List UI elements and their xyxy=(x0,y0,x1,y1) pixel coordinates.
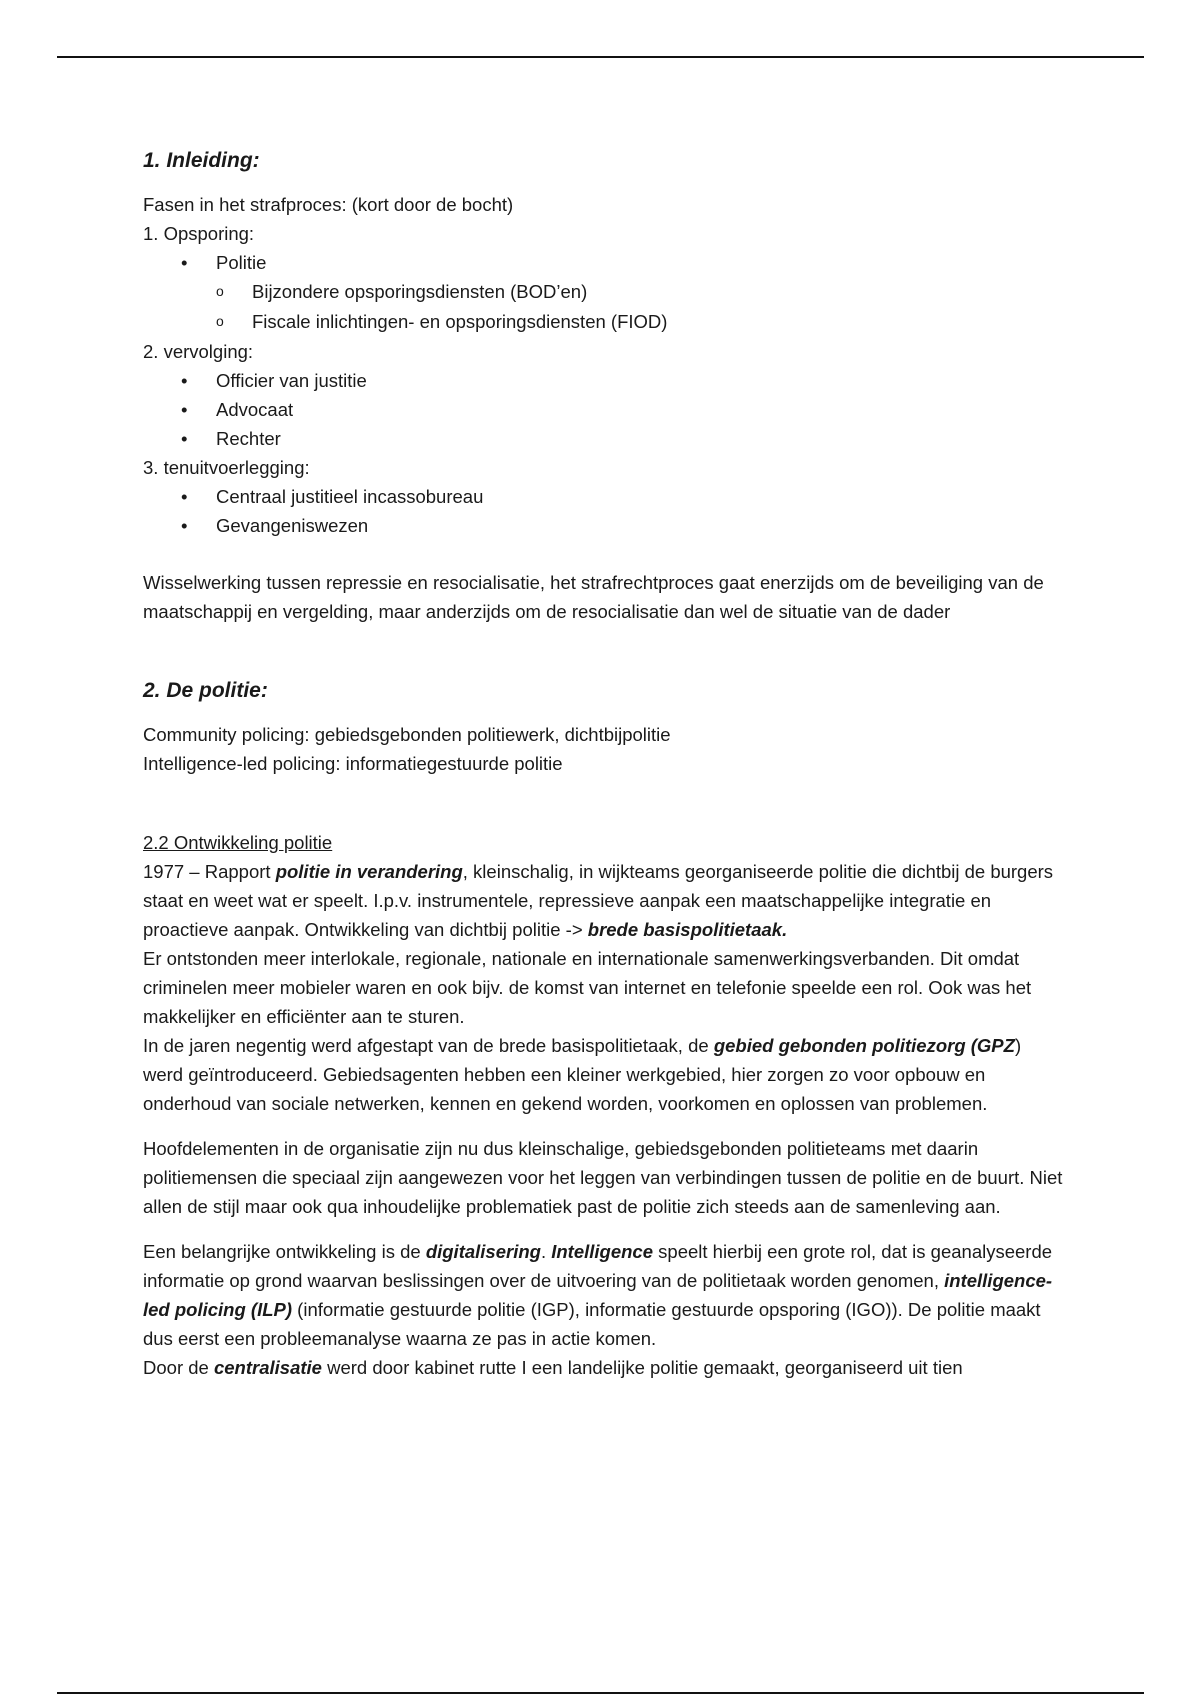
emphasis-text: intelligence- led policing (ILP) xyxy=(143,1270,1053,1320)
bullet-icon: • xyxy=(181,252,188,273)
section-heading-inleiding: 1. Inleiding: xyxy=(143,149,260,172)
phase-label-opsporing: 1. Opsporing: xyxy=(143,223,255,244)
community-policing-line: Community policing: gebiedsgebonden politiewerk, dichtbijpolitie xyxy=(143,724,671,745)
list-item-text: Rechter xyxy=(216,428,281,449)
list-item-text: Politie xyxy=(216,252,267,273)
list-item xyxy=(143,511,1063,540)
paragraph-gpz: In de jaren negentig werd afgestapt van de brede basispolitietaak, de gebied gebonden politiezorg (GPZ) werd geïntroduceerd. Gebiedsagenten hebben een kleiner werkgebied, hier zorgen zo voor opbouw en onderhoud van sociale netwerken, kennen en gekend worden, voorkomen en oplossen van problemen. xyxy=(143,1035,1022,1114)
bullet-icon: • xyxy=(181,486,188,507)
emphasis-text: Intelligence xyxy=(551,1241,654,1262)
list-item-text: Gevangeniswezen xyxy=(216,515,369,536)
wisselwerking-paragraph: Wisselwerking tussen repressie en resocialisatie, het strafrechtproces gaat enerzijds om de beveiliging van de maatschappij en vergelding, maar anderzijds om de resocialisatie dan wel de situatie van de dader xyxy=(143,572,1044,622)
emphasis-text: politie in verandering xyxy=(275,861,463,882)
list-item xyxy=(143,277,1063,306)
list-item xyxy=(143,482,1063,511)
document-page xyxy=(143,146,1063,1382)
vervolging-list xyxy=(143,366,1063,453)
paragraph-hoofdelementen: Hoofdelementen in de organisatie zijn nu dus kleinschalige, gebiedsgebonden politieteams met daarin politiemensen die speciaal zijn aangewezen voor het leggen van verbindingen tussen de politie en de buurt. Niet allen de stijl maar ook qua inhoudelijke problematiek past de politie zich steeds aan de samenleving aan. xyxy=(143,1138,1063,1217)
list-item-text: Bijzondere opsporingsdiensten (BOD’en) xyxy=(252,281,588,302)
list-item xyxy=(143,366,1063,395)
list-item xyxy=(143,395,1063,424)
bullet-icon: • xyxy=(181,515,188,536)
bullet-icon: • xyxy=(181,428,188,449)
header-rule xyxy=(57,56,1144,58)
list-item xyxy=(143,307,1063,336)
list-item xyxy=(143,248,1063,277)
opsporing-sublist xyxy=(143,277,1063,336)
list-item-text: Fiscale inlichtingen- en opsporingsdiensten (FIOD) xyxy=(252,311,668,332)
subsection-heading-ontwikkeling: 2.2 Ontwikkeling politie xyxy=(143,832,333,853)
paragraph-digitalisering: Een belangrijke ontwikkeling is de digitalisering. Intelligence speelt hierbij een grote rol, dat is geanalyseerde informatie op grond waarvan beslissingen over de uitvoering van de politietaak worden genomen, intelligence- led policing (ILP) (informatie gestuurde politie (IGP), informatie gestuurde opsporing (IGO)). De politie maakt dus eerst een probleemanalyse waarna ze pas in actie komen. xyxy=(143,1241,1053,1349)
phase-label-vervolging: 2. vervolging: xyxy=(143,341,254,362)
emphasis-text: centralisatie xyxy=(213,1357,322,1378)
emphasis-text: digitalisering xyxy=(425,1241,541,1262)
footer-rule xyxy=(57,1692,1144,1694)
list-item-text: Centraal justitieel incassobureau xyxy=(216,486,484,507)
circle-bullet-icon: o xyxy=(216,313,224,329)
list-item-text: Officier van justitie xyxy=(216,370,367,391)
bullet-icon: • xyxy=(181,370,188,391)
intelligence-led-line: Intelligence-led policing: informatiegestuurde politie xyxy=(143,753,563,774)
section-heading-politie: 2. De politie: xyxy=(143,679,268,702)
paragraph-1977: 1977 – Rapport politie in verandering, kleinschalig, in wijkteams georganiseerde politie die dichtbij de burgers staat en weet wat er speelt. I.p.v. instrumentele, repressieve aanpak een maatschappelijke integratie en proactieve aanpak. Ontwikkeling van dichtbij politie -> brede basispolitietaak. xyxy=(143,861,1054,940)
list-item xyxy=(143,424,1063,453)
circle-bullet-icon: o xyxy=(216,283,224,299)
list-item-text: Advocaat xyxy=(216,399,294,420)
paragraph-centralisatie: Door de centralisatie werd door kabinet rutte I een landelijke politie gemaakt, georganiseerd uit tien xyxy=(143,1357,963,1378)
phases-intro: Fasen in het strafproces: (kort door de bocht) xyxy=(143,194,514,215)
emphasis-text: gebied gebonden politiezorg (GPZ xyxy=(713,1035,1015,1056)
paragraph-samenwerking: Er ontstonden meer interlokale, regionale, nationale en internationale samenwerkingsverbanden. Dit omdat criminelen meer mobieler waren en ook bijv. de komst van internet en telefonie speelde een rol. Ook was het makkelijker en efficiënter aan te sturen. xyxy=(143,948,1032,1027)
opsporing-list xyxy=(143,248,1063,277)
tenuitvoerlegging-list xyxy=(143,482,1063,540)
emphasis-text: brede basispolitietaak. xyxy=(587,919,788,940)
phase-label-tenuitvoerlegging: 3. tenuitvoerlegging: xyxy=(143,457,310,478)
bullet-icon: • xyxy=(181,399,188,420)
